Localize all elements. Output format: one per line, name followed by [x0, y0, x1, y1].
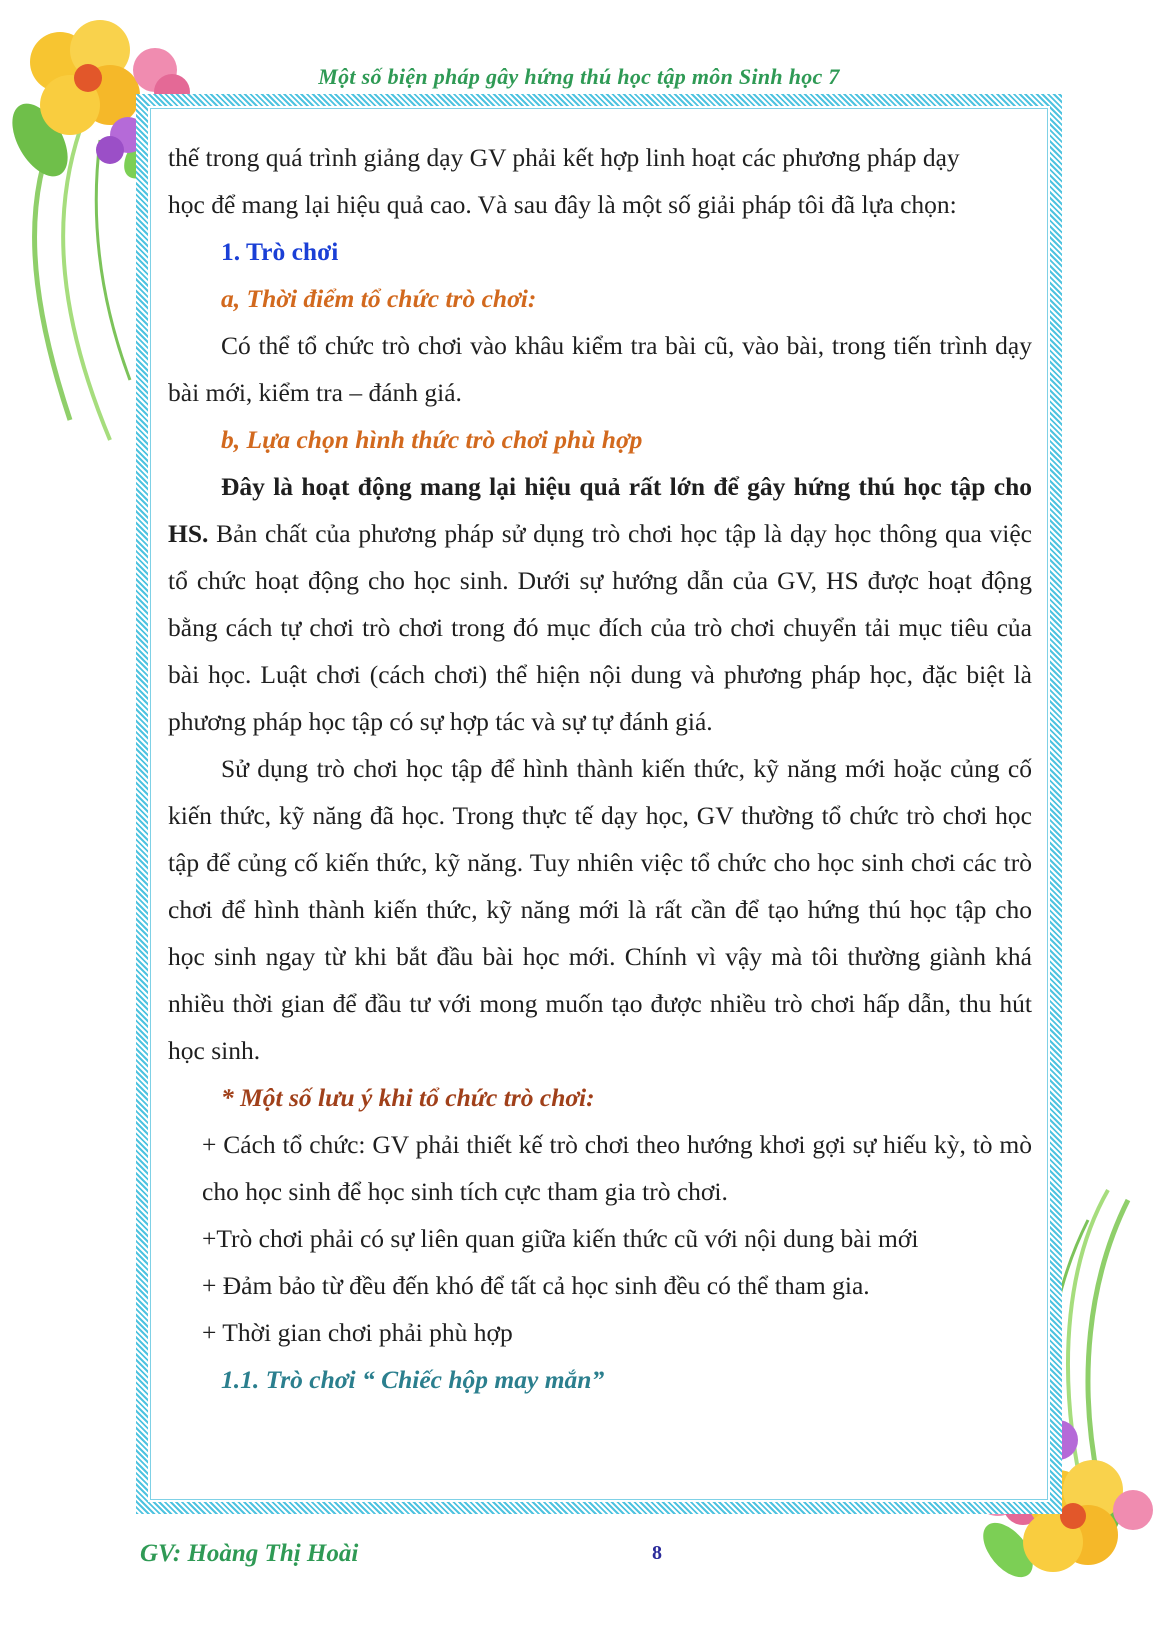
paragraph: Sử dụng trò chơi học tập để hình thành kiến thức, kỹ năng mới hoặc củng cố kiến thức, kỹ năng đã học. Trong thực tế dạy học, GV thường tổ chức trò chơi học tập để củng cố kiến thức, kỹ năng. Tuy nhiên việc tổ chức cho học sinh chơi các trò chơi để hình thành kiến thức, kỹ năng mới là rất cần để tạo hứng thú học tập cho học sinh ngay từ khi bắt đầu bài học mới. Chính vì vậy mà tôi thường giành khá nhiều thời gian để đầu tư với mong muốn tạo được nhiều trò chơi hấp dẫn, thu hút học sinh.	[168, 754, 1032, 1065]
subsection-heading: a, Thời điểm tổ chức trò chơi:	[221, 284, 537, 313]
header-title: Một số biện pháp gây hứng thú học tập môn Sinh học 7	[318, 64, 840, 89]
paragraph-text: Bản chất của phương pháp sử dụng trò chơi học tập là dạy học thông qua việc tổ chức hoạt động cho học sinh. Dưới sự hướng dẫn của GV, HS được hoạt động bằng cách tự chơi trò chơi trong đó mục đích của trò chơi chuyển tải mục tiêu của bài học. Luật chơi (cách chơi) thể hiện nội dung và phương pháp học, đặc biệt là phương pháp học tập có sự hợp tác và sự tự đánh giá.	[168, 519, 1032, 736]
notes-heading: * Một số lưu ý khi tổ chức trò chơi:	[221, 1083, 595, 1112]
note-item: + Cách tổ chức: GV phải thiết kế trò chơi theo hướng khơi gợi sự hiếu kỳ, tò mò cho học sinh để học sinh tích cực tham gia trò chơi.	[202, 1130, 1032, 1206]
note-item: + Đảm bảo từ đều đến khó để tất cả học sinh đều có thể tham gia.	[202, 1271, 870, 1300]
note-item: +Trò chơi phải có sự liên quan giữa kiến thức cũ với nội dung bài mới	[202, 1224, 919, 1253]
bold-lead-text: Đây là hoạt động mang lại hiệu quả rất lớn để gây hứng thú học tập cho HS.	[168, 472, 1032, 548]
paragraph	[168, 463, 1032, 745]
paragraph-line: học để mang lại hiệu quả cao. Và sau đây là một số giải pháp tôi đã lựa chọn:	[168, 190, 957, 219]
page-number: 8	[652, 1542, 662, 1564]
footer-author: GV: Hoàng Thị Hoài	[140, 1540, 359, 1567]
section-heading: 1. Trò chơi	[221, 237, 339, 266]
paragraph: Có thể tổ chức trò chơi vào khâu kiểm tra bài cũ, vào bài, trong tiến trình dạy bài mới, kiểm tra – đánh giá.	[168, 331, 1032, 407]
document-body	[168, 134, 1032, 1403]
subsection-heading: 1.1. Trò chơi “ Chiếc hộp may mắn”	[221, 1365, 605, 1394]
subsection-heading: b, Lựa chọn hình thức trò chơi phù hợp	[221, 425, 643, 454]
note-item: + Thời gian chơi phải phù hợp	[202, 1318, 513, 1347]
paragraph-line: thế trong quá trình giảng dạy GV phải kết hợp linh hoạt các phương pháp dạy	[168, 143, 960, 172]
